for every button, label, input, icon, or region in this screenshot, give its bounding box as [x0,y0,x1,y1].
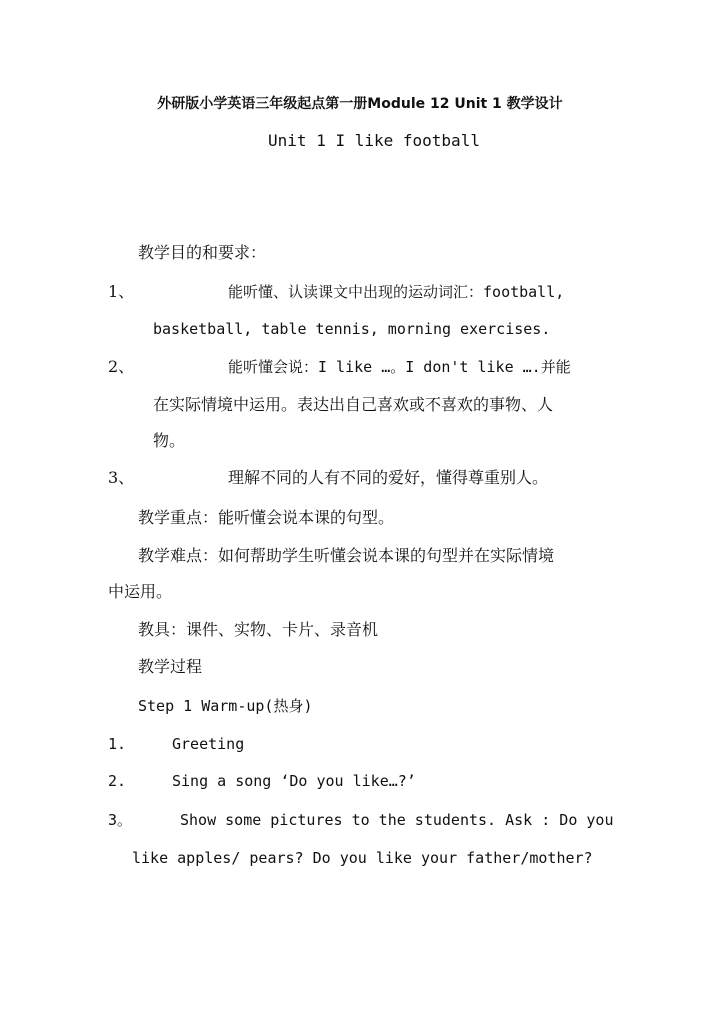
objective-1-number: 1、 [108,282,135,301]
difficulty-line-1: 教学难点：如何帮助学生听懂会说本课的句型并在实际情境 [138,546,555,565]
document-title: 外研版小学英语三年级起点第一册Module 12 Unit 1 教学设计 [157,96,563,112]
step-item-1-text: Greeting [172,735,245,753]
unit-subtitle: Unit 1 I like football [268,131,480,150]
objective-1-line-2: basketball, table tennis, morning exercises. [153,320,551,338]
objective-2-number: 2、 [108,357,135,376]
step-item-1-number: 1. [108,735,127,753]
teaching-tools: 教具：课件、实物、卡片、录音机 [138,620,379,639]
objective-1-line-1: 能听懂、认读课文中出现的运动词汇：football, [228,283,565,301]
objective-2-line-2: 在实际情境中运用。表达出自己喜欢或不喜欢的事物、人 [153,395,554,414]
step-item-3-line-2: like apples/ pears? Do you like your father/mother? [132,849,593,867]
step-1-heading: Step 1 Warm-up(热身) [138,697,313,715]
objective-3-number: 3、 [108,468,135,487]
objective-2-line-1: 能听懂会说：I like …。I don't like ….并能 [228,358,571,376]
step-item-3-line-1: Show some pictures to the students. Ask : Do you [180,811,614,829]
difficulty-line-2: 中运用。 [108,582,173,601]
step-item-3-number: 3。 [108,811,133,829]
step-item-2-text: Sing a song ‘Do you like…?’ [172,772,416,790]
objective-3-line-1: 理解不同的人有不同的爱好，懂得尊重别人。 [228,468,549,487]
objective-2-line-3: 物。 [153,431,186,450]
key-point: 教学重点：能听懂会说本课的句型。 [138,508,395,527]
objectives-heading: 教学目的和要求： [138,243,267,262]
process-heading: 教学过程 [138,657,203,676]
step-item-2-number: 2. [108,772,127,790]
